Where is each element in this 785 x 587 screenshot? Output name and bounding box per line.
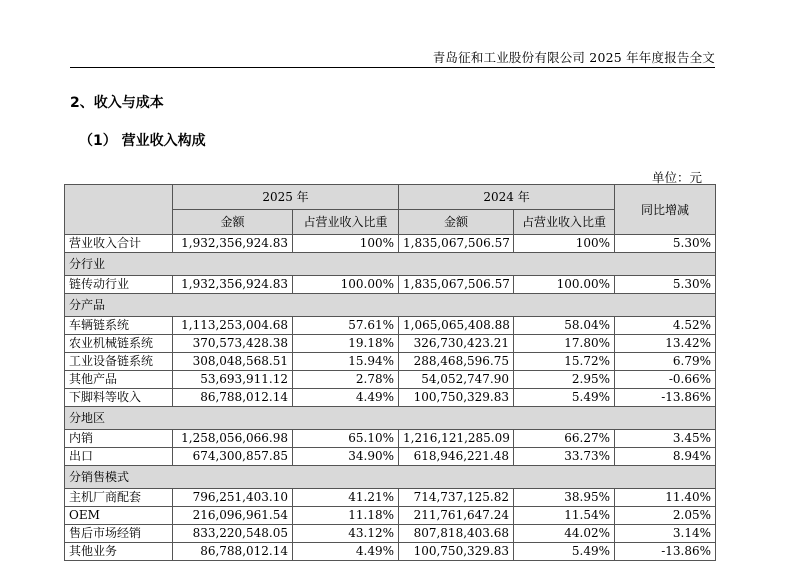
group-header-row <box>65 466 716 489</box>
yoy-change-cell: 5.30% <box>615 235 716 253</box>
table-row <box>65 389 716 407</box>
yoy-change-cell: -13.86% <box>615 543 716 561</box>
table-body <box>65 235 716 561</box>
yoy-change-cell: -0.66% <box>615 371 716 389</box>
revenue-composition-table <box>64 184 716 561</box>
current-share-cell: 19.18% <box>293 335 399 353</box>
current-amount-cell: 86,788,012.14 <box>173 543 293 561</box>
group-header-row <box>65 407 716 430</box>
current-share-cell: 4.49% <box>293 543 399 561</box>
row-label: 出口 <box>65 448 173 466</box>
yoy-change-cell: 13.42% <box>615 335 716 353</box>
header-year-current: 2025 年 <box>173 185 399 210</box>
group-header-row <box>65 253 716 276</box>
prior-amount-cell: 618,946,221.48 <box>399 448 514 466</box>
prior-amount-cell: 100,750,329.83 <box>399 389 514 407</box>
row-label: 其他产品 <box>65 371 173 389</box>
row-label: 车辆链系统 <box>65 317 173 335</box>
current-share-cell: 57.61% <box>293 317 399 335</box>
report-header-title: 青岛征和工业股份有限公司 2025 年年度报告全文 <box>432 50 715 65</box>
prior-share-cell: 15.72% <box>514 353 615 371</box>
prior-share-cell: 2.95% <box>514 371 615 389</box>
prior-share-cell: 100.00% <box>514 276 615 294</box>
row-label: 下脚料等收入 <box>65 389 173 407</box>
current-share-cell: 41.21% <box>293 489 399 507</box>
yoy-change-cell: 4.52% <box>615 317 716 335</box>
prior-share-cell: 58.04% <box>514 317 615 335</box>
current-amount-cell: 216,096,961.54 <box>173 507 293 525</box>
prior-amount-cell: 100,750,329.83 <box>399 543 514 561</box>
current-amount-cell: 53,693,911.12 <box>173 371 293 389</box>
row-label: 主机厂商配套 <box>65 489 173 507</box>
table-row <box>65 317 716 335</box>
current-share-cell: 15.94% <box>293 353 399 371</box>
current-amount-cell: 796,251,403.10 <box>173 489 293 507</box>
current-amount-cell: 1,932,356,924.83 <box>173 276 293 294</box>
yoy-change-cell: 2.05% <box>615 507 716 525</box>
row-label: OEM <box>65 507 173 525</box>
yoy-change-cell: 3.14% <box>615 525 716 543</box>
prior-share-cell: 5.49% <box>514 543 615 561</box>
prior-amount-cell: 211,761,647.24 <box>399 507 514 525</box>
header-year-prior: 2024 年 <box>399 185 615 210</box>
row-label: 链传动行业 <box>65 276 173 294</box>
current-amount-cell: 86,788,012.14 <box>173 389 293 407</box>
prior-share-cell: 33.73% <box>514 448 615 466</box>
group-label: 分销售模式 <box>65 466 716 489</box>
table-row <box>65 525 716 543</box>
current-amount-cell: 1,258,056,066.98 <box>173 430 293 448</box>
prior-amount-cell: 1,216,121,285.09 <box>399 430 514 448</box>
prior-amount-cell: 1,065,065,408.88 <box>399 317 514 335</box>
yoy-change-cell: -13.86% <box>615 389 716 407</box>
row-label: 售后市场经销 <box>65 525 173 543</box>
yoy-change-cell: 6.79% <box>615 353 716 371</box>
current-share-cell: 100.00% <box>293 276 399 294</box>
yoy-change-cell: 3.45% <box>615 430 716 448</box>
prior-share-cell: 11.54% <box>514 507 615 525</box>
prior-amount-cell: 1,835,067,506.57 <box>399 235 514 253</box>
current-amount-cell: 1,932,356,924.83 <box>173 235 293 253</box>
header-current-amount: 金额 <box>173 210 293 235</box>
current-amount-cell: 833,220,548.05 <box>173 525 293 543</box>
current-share-cell: 4.49% <box>293 389 399 407</box>
prior-share-cell: 66.27% <box>514 430 615 448</box>
table-row <box>65 543 716 561</box>
prior-amount-cell: 714,737,125.82 <box>399 489 514 507</box>
current-share-cell: 100% <box>293 235 399 253</box>
header-yoy-change: 同比增减 <box>615 185 716 235</box>
prior-amount-cell: 807,818,403.68 <box>399 525 514 543</box>
header-prior-amount: 金额 <box>399 210 514 235</box>
table-row <box>65 276 716 294</box>
header-divider <box>70 67 715 68</box>
header-blank-cell <box>65 185 173 235</box>
table-row <box>65 235 716 253</box>
group-label: 分地区 <box>65 407 716 430</box>
table-row <box>65 507 716 525</box>
prior-share-cell: 38.95% <box>514 489 615 507</box>
table-row <box>65 353 716 371</box>
current-amount-cell: 308,048,568.51 <box>173 353 293 371</box>
table-row <box>65 430 716 448</box>
prior-amount-cell: 326,730,423.21 <box>399 335 514 353</box>
table-row <box>65 489 716 507</box>
prior-amount-cell: 1,835,067,506.57 <box>399 276 514 294</box>
yoy-change-cell: 5.30% <box>615 276 716 294</box>
row-label: 内销 <box>65 430 173 448</box>
group-label: 分产品 <box>65 294 716 317</box>
table-row <box>65 448 716 466</box>
prior-share-cell: 5.49% <box>514 389 615 407</box>
group-label: 分行业 <box>65 253 716 276</box>
current-share-cell: 43.12% <box>293 525 399 543</box>
yoy-change-cell: 11.40% <box>615 489 716 507</box>
prior-share-cell: 17.80% <box>514 335 615 353</box>
section-title: 2、收入与成本 <box>70 95 164 111</box>
header-prior-share: 占营业收入比重 <box>514 210 615 235</box>
current-share-cell: 65.10% <box>293 430 399 448</box>
prior-share-cell: 44.02% <box>514 525 615 543</box>
current-amount-cell: 1,113,253,004.68 <box>173 317 293 335</box>
unit-label: 单位：元 <box>651 170 702 185</box>
current-share-cell: 11.18% <box>293 507 399 525</box>
table-header <box>65 185 716 235</box>
row-label: 工业设备链系统 <box>65 353 173 371</box>
current-share-cell: 34.90% <box>293 448 399 466</box>
row-label: 农业机械链系统 <box>65 335 173 353</box>
table-row <box>65 335 716 353</box>
header-current-share: 占营业收入比重 <box>293 210 399 235</box>
row-label: 其他业务 <box>65 543 173 561</box>
table-row <box>65 371 716 389</box>
current-amount-cell: 370,573,428.38 <box>173 335 293 353</box>
prior-amount-cell: 288,468,596.75 <box>399 353 514 371</box>
prior-share-cell: 100% <box>514 235 615 253</box>
group-header-row <box>65 294 716 317</box>
yoy-change-cell: 8.94% <box>615 448 716 466</box>
subsection-title: （1） 营业收入构成 <box>79 133 206 149</box>
current-amount-cell: 674,300,857.85 <box>173 448 293 466</box>
current-share-cell: 2.78% <box>293 371 399 389</box>
row-label: 营业收入合计 <box>65 235 173 253</box>
prior-amount-cell: 54,052,747.90 <box>399 371 514 389</box>
